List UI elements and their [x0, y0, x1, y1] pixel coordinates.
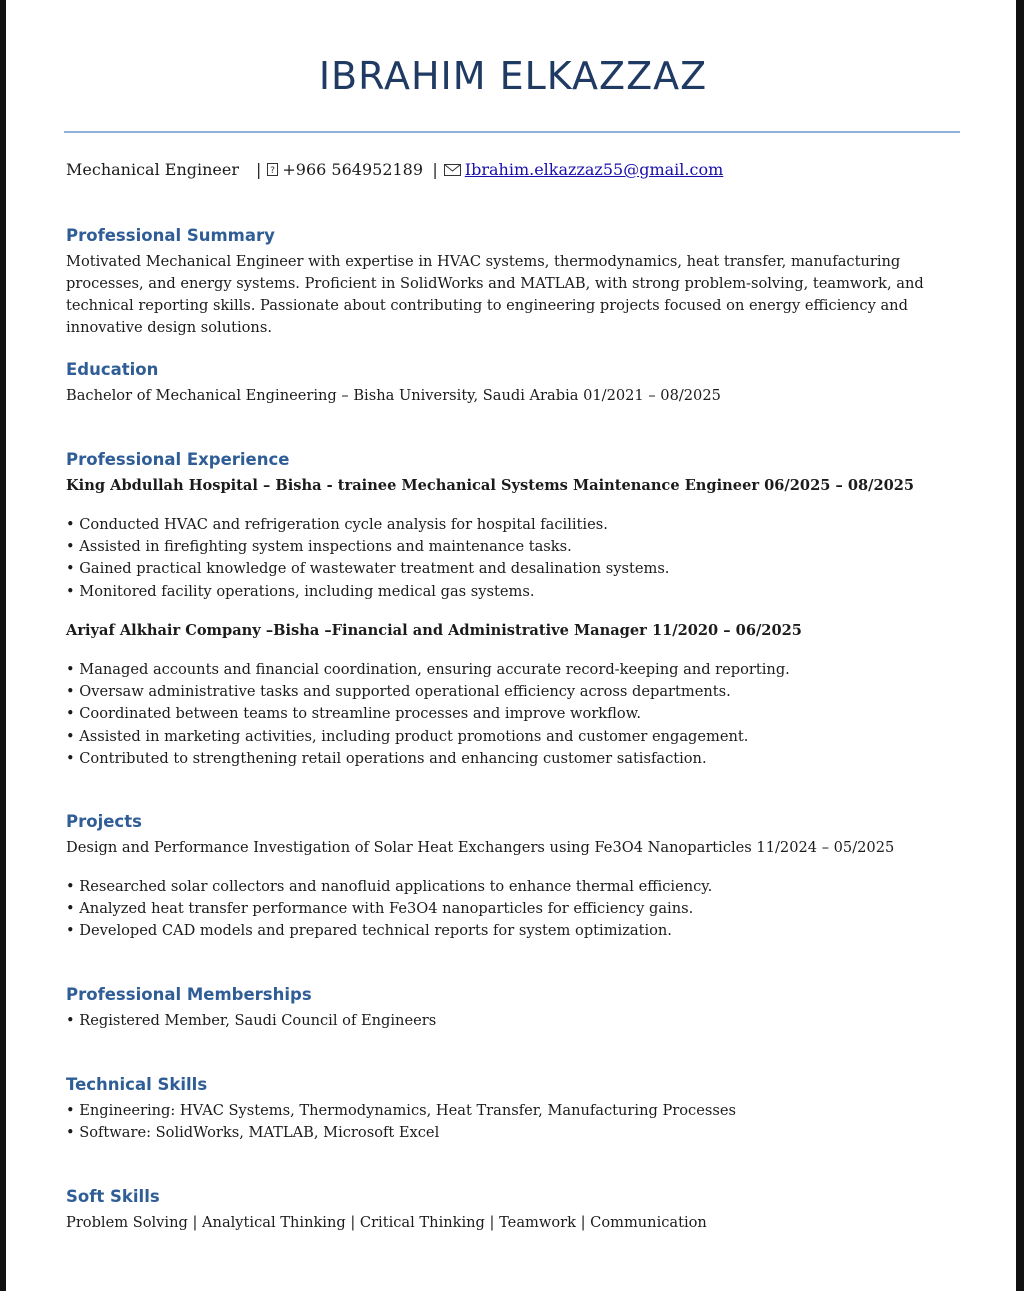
project-title-line: Design and Performance Investigation of Solar Heat Exchangers using Fe3O4 Nanoparticles 11/2024 – 05/2025 [66, 839, 895, 856]
candidate-name: IBRAHIM ELKAZZAZ [318, 54, 708, 98]
phone-block [267, 160, 432, 180]
education-line: Bachelor of Mechanical Engineering – Bisha University, Saudi Arabia 01/2021 – 08/2025 [66, 387, 721, 404]
soft-skills-line: Problem Solving | Analytical Thinking | Critical Thinking | Teamwork | Communication [66, 1214, 707, 1231]
summary-text: Motivated Mechanical Engineer with expertise in HVAC systems, thermodynamics, heat transfer, manufacturing processes, and energy systems. Proficient in SolidWorks and MATLAB, with strong problem-solving, teamwork, and technical reporting skills. Passionate about contributing to engineering projects focused on energy efficiency and innovative design solutions. [66, 253, 924, 336]
list-item: • Developed CAD models and prepared technical reports for system optimization. [66, 920, 712, 942]
list-item: • Analyzed heat transfer performance with Fe3O4 nanoparticles for efficiency gains. [66, 898, 712, 920]
job-bullets [66, 659, 790, 770]
phone-icon [267, 161, 278, 180]
projects-heading: Projects [66, 812, 142, 831]
svg-text:?: ? [270, 166, 276, 176]
contact-line [66, 160, 723, 180]
technical-skills-bullets [66, 1100, 736, 1144]
list-item: • Contributed to strengthening retail operations and enhancing customer satisfaction. [66, 748, 790, 770]
job-bullets [66, 514, 669, 603]
list-item: • Software: SolidWorks, MATLAB, Microsoft Excel [66, 1122, 736, 1144]
list-item: • Managed accounts and financial coordination, ensuring accurate record-keeping and reporting. [66, 659, 790, 681]
envelope-icon [444, 161, 461, 180]
project-bullets [66, 876, 712, 943]
list-item: • Engineering: HVAC Systems, Thermodynamics, Heat Transfer, Manufacturing Processes [66, 1100, 736, 1122]
memberships-heading: Professional Memberships [66, 985, 312, 1004]
experience-heading: Professional Experience [66, 450, 290, 469]
soft-skills-heading: Soft Skills [66, 1187, 160, 1206]
separator: | [256, 160, 262, 179]
right-edge [1016, 0, 1024, 1291]
membership-bullets [66, 1010, 436, 1032]
job-title-line: King Abdullah Hospital – Bisha - trainee Mechanical Systems Maintenance Engineer 06/2025 – 08/2025 [66, 477, 915, 494]
list-item: • Registered Member, Saudi Council of Engineers [66, 1010, 436, 1032]
list-item: • Researched solar collectors and nanofluid applications to enhance thermal efficiency. [66, 876, 712, 898]
list-item: • Assisted in marketing activities, including product promotions and customer engagement. [66, 726, 790, 748]
list-item: • Coordinated between teams to streamline processes and improve workflow. [66, 703, 790, 725]
list-item: • Monitored facility operations, including medical gas systems. [66, 581, 669, 603]
separator: | [432, 160, 438, 179]
list-item: • Oversaw administrative tasks and supported operational efficiency across departments. [66, 681, 790, 703]
job-title-line: Ariyaf Alkhair Company –Bisha –Financial and Administrative Manager 11/2020 – 06/2025 [66, 622, 802, 639]
summary-heading: Professional Summary [66, 226, 275, 245]
list-item: • Gained practical knowledge of wastewater treatment and desalination systems. [66, 558, 669, 580]
phone-number: +966 564952189 [282, 160, 424, 179]
list-item: • Conducted HVAC and refrigeration cycle analysis for hospital facilities. [66, 514, 669, 536]
technical-skills-heading: Technical Skills [66, 1075, 208, 1094]
job-title: Mechanical Engineer [66, 160, 240, 179]
list-item: • Assisted in firefighting system inspections and maintenance tasks. [66, 536, 669, 558]
left-edge [0, 0, 6, 1291]
email-link[interactable]: Ibrahim.elkazzaz55@gmail.com [464, 160, 724, 179]
header-divider [64, 131, 960, 133]
education-heading: Education [66, 360, 159, 379]
